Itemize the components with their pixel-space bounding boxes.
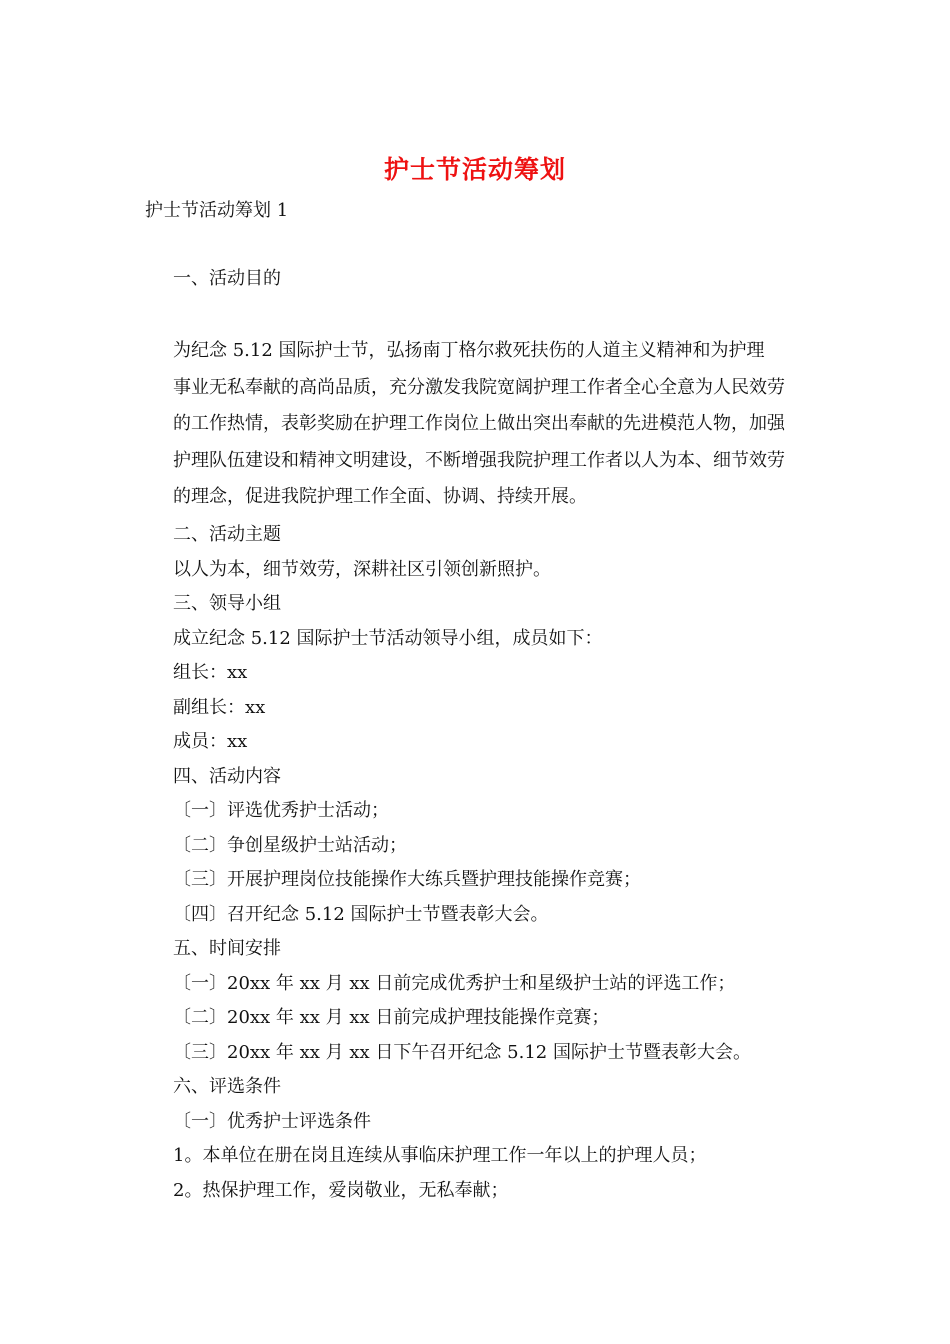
list-item: 〔三〕开展护理岗位技能操作大练兵暨护理技能操作竞赛； <box>173 869 641 890</box>
leader-line: 组长：xx <box>173 662 248 683</box>
document-subtitle: 护士节活动筹划 1 <box>145 200 289 221</box>
purpose-paragraph <box>145 333 805 516</box>
list-item: 〔二〕20xx 年 xx 月 xx 日前完成护理技能操作竞赛； <box>173 1007 610 1028</box>
members-line: 成员：xx <box>173 731 248 752</box>
list-item: 〔二〕争创星级护士站活动； <box>173 834 407 856</box>
list-item: 1。本单位在册在岗且连续从事临床护理工作一年以上的护理人员； <box>173 1145 707 1166</box>
paragraph-line: 护理队伍建设和精神文明建设，不断增强我院护理工作者以人为本、细节效劳 <box>173 449 785 471</box>
section-heading-purpose: 一、活动目的 <box>173 268 281 289</box>
list-item: 〔三〕20xx 年 xx 月 xx 日下午召开纪念 5.12 国际护士节暨表彰大会。 <box>173 1041 751 1063</box>
deputy-leader-line: 副组长：xx <box>173 696 266 718</box>
subsection-heading: 〔一〕优秀护士评选条件 <box>173 1110 371 1132</box>
list-item: 〔一〕20xx 年 xx 月 xx 日前完成优秀护士和星级护士站的评选工作； <box>173 972 736 994</box>
section-heading-theme: 二、活动主题 <box>173 524 281 545</box>
section-heading-criteria: 六、评选条件 <box>173 1076 281 1097</box>
paragraph-line: 的工作热情，表彰奖励在护理工作岗位上做出突出奉献的先进模范人物，加强 <box>173 413 785 434</box>
leadership-intro: 成立纪念 5.12 国际护士节活动领导小组，成员如下： <box>173 627 603 649</box>
paragraph-line: 为纪念 5.12 国际护士节，弘扬南丁格尔救死扶伤的人道主义精神和为护理 <box>173 340 765 361</box>
theme-text: 以人为本，细节效劳，深耕社区引领创新照护。 <box>173 558 551 580</box>
section-heading-content: 四、活动内容 <box>173 765 281 787</box>
document-title: 护士节活动筹划 <box>383 155 566 184</box>
list-item: 〔一〕评选优秀护士活动； <box>173 800 389 821</box>
list-item: 〔四〕召开纪念 5.12 国际护士节暨表彰大会。 <box>173 903 549 925</box>
paragraph-line: 的理念，促进我院护理工作全面、协调、持续开展。 <box>173 486 587 507</box>
section-heading-schedule: 五、时间安排 <box>173 938 281 959</box>
paragraph-line: 事业无私奉献的高尚品质，充分激发我院宽阔护理工作者全心全意为人民效劳 <box>173 376 785 398</box>
document-body-lines <box>173 518 813 1208</box>
list-item: 2。热保护理工作，爱岗敬业，无私奉献； <box>173 1179 509 1201</box>
section-heading-leadership: 三、领导小组 <box>173 593 281 614</box>
